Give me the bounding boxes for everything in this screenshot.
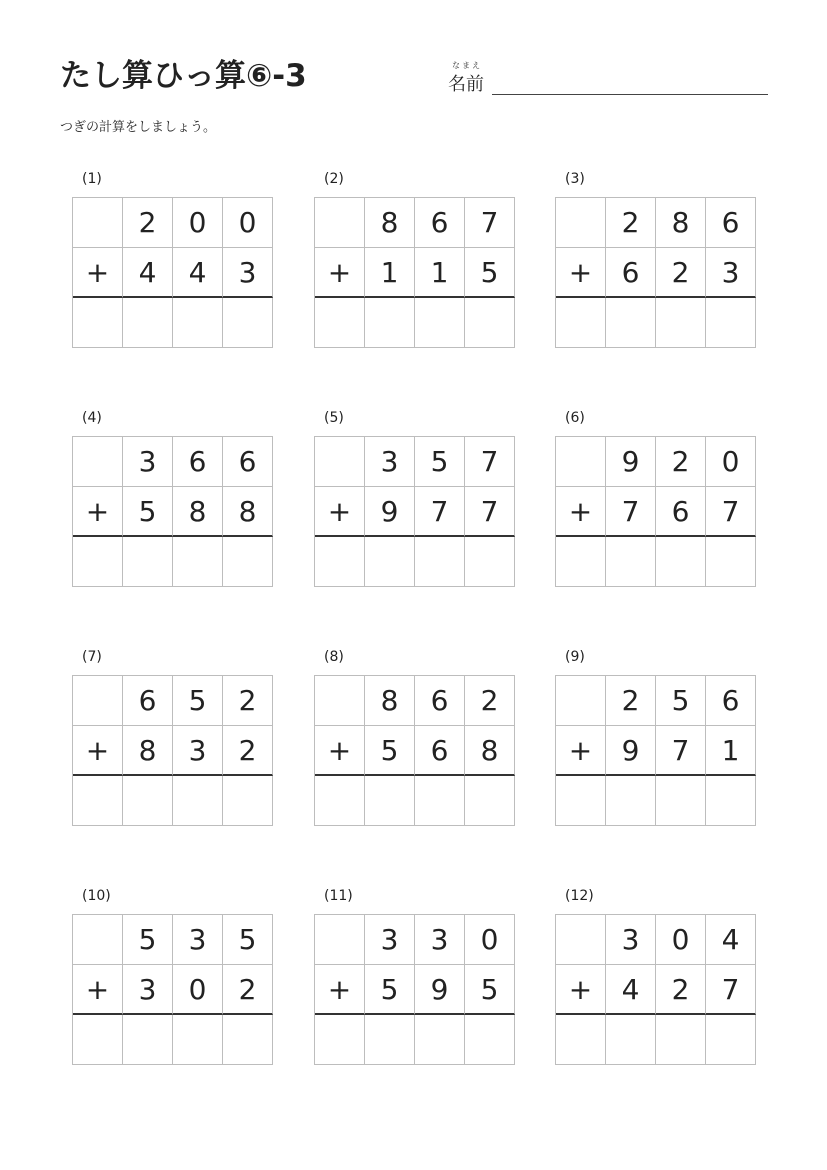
addend-digit: 0	[223, 198, 273, 248]
answer-cell[interactable]	[365, 1015, 415, 1065]
answer-cell[interactable]	[173, 298, 223, 348]
plus-sign: +	[315, 248, 365, 298]
addend-digit: 2	[465, 676, 515, 726]
plus-sign: +	[73, 487, 123, 537]
problem-number: (6)	[565, 410, 585, 426]
addend-digit: 5	[656, 676, 706, 726]
addend-digit: 9	[365, 487, 415, 537]
addend-digit: 8	[465, 726, 515, 776]
empty-cell	[73, 437, 123, 487]
calculation-grid	[555, 197, 756, 348]
calculation-grid	[72, 914, 273, 1065]
empty-cell	[315, 676, 365, 726]
answer-cell[interactable]	[415, 1015, 465, 1065]
addend-digit: 8	[173, 487, 223, 537]
addend-digit: 0	[173, 965, 223, 1015]
addend-digit: 5	[173, 676, 223, 726]
problem-number: (11)	[324, 888, 353, 904]
name-ruby: なまえ	[452, 61, 482, 70]
calculation-grid	[314, 436, 515, 587]
answer-cell[interactable]	[315, 537, 365, 587]
problem-number: (9)	[565, 649, 585, 665]
answer-cell[interactable]	[606, 776, 656, 826]
empty-cell	[73, 915, 123, 965]
empty-cell	[73, 676, 123, 726]
empty-cell	[315, 198, 365, 248]
calculation-grid	[555, 914, 756, 1065]
answer-cell[interactable]	[173, 776, 223, 826]
addend-digit: 5	[365, 726, 415, 776]
addend-digit: 2	[123, 198, 173, 248]
answer-cell[interactable]	[365, 776, 415, 826]
addend-digit: 7	[706, 965, 756, 1015]
problem-number: (4)	[82, 410, 102, 426]
answer-cell[interactable]	[73, 537, 123, 587]
addend-digit: 4	[173, 248, 223, 298]
addend-digit: 3	[606, 915, 656, 965]
plus-sign: +	[556, 248, 606, 298]
addend-digit: 7	[656, 726, 706, 776]
addend-digit: 7	[606, 487, 656, 537]
empty-cell	[315, 915, 365, 965]
addend-digit: 6	[706, 676, 756, 726]
addend-digit: 5	[123, 915, 173, 965]
addend-digit: 7	[706, 487, 756, 537]
answer-cell[interactable]	[706, 1015, 756, 1065]
addend-digit: 8	[365, 676, 415, 726]
addend-digit: 2	[223, 676, 273, 726]
addend-digit: 3	[123, 437, 173, 487]
calculation-grid	[72, 436, 273, 587]
answer-cell[interactable]	[556, 1015, 606, 1065]
empty-cell	[556, 915, 606, 965]
addend-digit: 2	[656, 965, 706, 1015]
addend-digit: 3	[173, 915, 223, 965]
addend-digit: 6	[656, 487, 706, 537]
problem-number: (7)	[82, 649, 102, 665]
addend-digit: 6	[606, 248, 656, 298]
answer-cell[interactable]	[465, 298, 515, 348]
name-field	[448, 60, 770, 96]
calculation-grid	[72, 197, 273, 348]
problem-number: (10)	[82, 888, 111, 904]
name-write-line[interactable]	[492, 94, 768, 95]
answer-cell[interactable]	[656, 298, 706, 348]
answer-cell[interactable]	[173, 537, 223, 587]
answer-cell[interactable]	[656, 537, 706, 587]
plus-sign: +	[556, 965, 606, 1015]
addend-digit: 7	[415, 487, 465, 537]
answer-cell[interactable]	[123, 776, 173, 826]
empty-cell	[315, 437, 365, 487]
addend-digit: 2	[223, 965, 273, 1015]
addend-digit: 2	[606, 198, 656, 248]
answer-cell[interactable]	[706, 537, 756, 587]
name-label: 名前	[448, 74, 484, 95]
addend-digit: 2	[606, 676, 656, 726]
answer-cell[interactable]	[315, 776, 365, 826]
calculation-grid	[314, 914, 515, 1065]
plus-sign: +	[315, 487, 365, 537]
addend-digit: 1	[415, 248, 465, 298]
addend-digit: 3	[223, 248, 273, 298]
addend-digit: 0	[465, 915, 515, 965]
addend-digit: 8	[223, 487, 273, 537]
addend-digit: 3	[365, 437, 415, 487]
plus-sign: +	[315, 965, 365, 1015]
answer-cell[interactable]	[365, 537, 415, 587]
addend-digit: 1	[365, 248, 415, 298]
addend-digit: 5	[365, 965, 415, 1015]
answer-cell[interactable]	[706, 776, 756, 826]
answer-cell[interactable]	[223, 537, 273, 587]
calculation-grid	[314, 197, 515, 348]
addend-digit: 3	[173, 726, 223, 776]
plus-sign: +	[556, 487, 606, 537]
answer-cell[interactable]	[73, 776, 123, 826]
problem-number: (3)	[565, 171, 585, 187]
plus-sign: +	[73, 726, 123, 776]
answer-cell[interactable]	[315, 1015, 365, 1065]
plus-sign: +	[556, 726, 606, 776]
addend-digit: 5	[465, 965, 515, 1015]
problem-number: (12)	[565, 888, 594, 904]
empty-cell	[73, 198, 123, 248]
addend-digit: 8	[123, 726, 173, 776]
answer-cell[interactable]	[556, 776, 606, 826]
addend-digit: 5	[415, 437, 465, 487]
addend-digit: 3	[365, 915, 415, 965]
answer-cell[interactable]	[465, 776, 515, 826]
answer-cell[interactable]	[415, 298, 465, 348]
problem-number: (1)	[82, 171, 102, 187]
addend-digit: 6	[173, 437, 223, 487]
answer-cell[interactable]	[415, 776, 465, 826]
addend-digit: 8	[365, 198, 415, 248]
addend-digit: 2	[656, 248, 706, 298]
answer-cell[interactable]	[315, 298, 365, 348]
addend-digit: 5	[223, 915, 273, 965]
addend-digit: 0	[706, 437, 756, 487]
addend-digit: 4	[606, 965, 656, 1015]
answer-cell[interactable]	[73, 1015, 123, 1065]
instruction-text: つぎの計算をしましょう。	[60, 120, 217, 135]
calculation-grid	[314, 675, 515, 826]
answer-cell[interactable]	[415, 537, 465, 587]
answer-cell[interactable]	[73, 298, 123, 348]
answer-cell[interactable]	[123, 1015, 173, 1065]
addend-digit: 3	[123, 965, 173, 1015]
plus-sign: +	[73, 965, 123, 1015]
addend-digit: 1	[706, 726, 756, 776]
addend-digit: 4	[123, 248, 173, 298]
addend-digit: 7	[465, 437, 515, 487]
addend-digit: 6	[415, 726, 465, 776]
addend-digit: 0	[656, 915, 706, 965]
addend-digit: 2	[656, 437, 706, 487]
worksheet-title: たし算ひっ算⑥-3	[60, 58, 307, 94]
addend-digit: 6	[415, 676, 465, 726]
calculation-grid	[555, 436, 756, 587]
answer-cell[interactable]	[223, 776, 273, 826]
empty-cell	[556, 198, 606, 248]
answer-cell[interactable]	[223, 298, 273, 348]
addend-digit: 9	[415, 965, 465, 1015]
answer-cell[interactable]	[706, 298, 756, 348]
answer-cell[interactable]	[465, 537, 515, 587]
addend-digit: 9	[606, 726, 656, 776]
addend-digit: 8	[656, 198, 706, 248]
empty-cell	[556, 437, 606, 487]
answer-cell[interactable]	[656, 776, 706, 826]
answer-cell[interactable]	[606, 298, 656, 348]
addend-digit: 3	[706, 248, 756, 298]
addend-digit: 6	[415, 198, 465, 248]
addend-digit: 5	[123, 487, 173, 537]
addend-digit: 2	[223, 726, 273, 776]
addend-digit: 3	[415, 915, 465, 965]
answer-cell[interactable]	[123, 537, 173, 587]
problem-number: (5)	[324, 410, 344, 426]
answer-cell[interactable]	[223, 1015, 273, 1065]
answer-cell[interactable]	[365, 298, 415, 348]
plus-sign: +	[73, 248, 123, 298]
addend-digit: 6	[706, 198, 756, 248]
empty-cell	[556, 676, 606, 726]
answer-cell[interactable]	[606, 537, 656, 587]
calculation-grid	[555, 675, 756, 826]
answer-cell[interactable]	[656, 1015, 706, 1065]
addend-digit: 4	[706, 915, 756, 965]
answer-cell[interactable]	[465, 1015, 515, 1065]
plus-sign: +	[315, 726, 365, 776]
addend-digit: 5	[465, 248, 515, 298]
addend-digit: 6	[123, 676, 173, 726]
problem-number: (8)	[324, 649, 344, 665]
addend-digit: 9	[606, 437, 656, 487]
problem-number: (2)	[324, 171, 344, 187]
calculation-grid	[72, 675, 273, 826]
addend-digit: 7	[465, 487, 515, 537]
addend-digit: 6	[223, 437, 273, 487]
answer-cell[interactable]	[173, 1015, 223, 1065]
addend-digit: 0	[173, 198, 223, 248]
answer-cell[interactable]	[556, 298, 606, 348]
answer-cell[interactable]	[606, 1015, 656, 1065]
addend-digit: 7	[465, 198, 515, 248]
answer-cell[interactable]	[123, 298, 173, 348]
answer-cell[interactable]	[556, 537, 606, 587]
